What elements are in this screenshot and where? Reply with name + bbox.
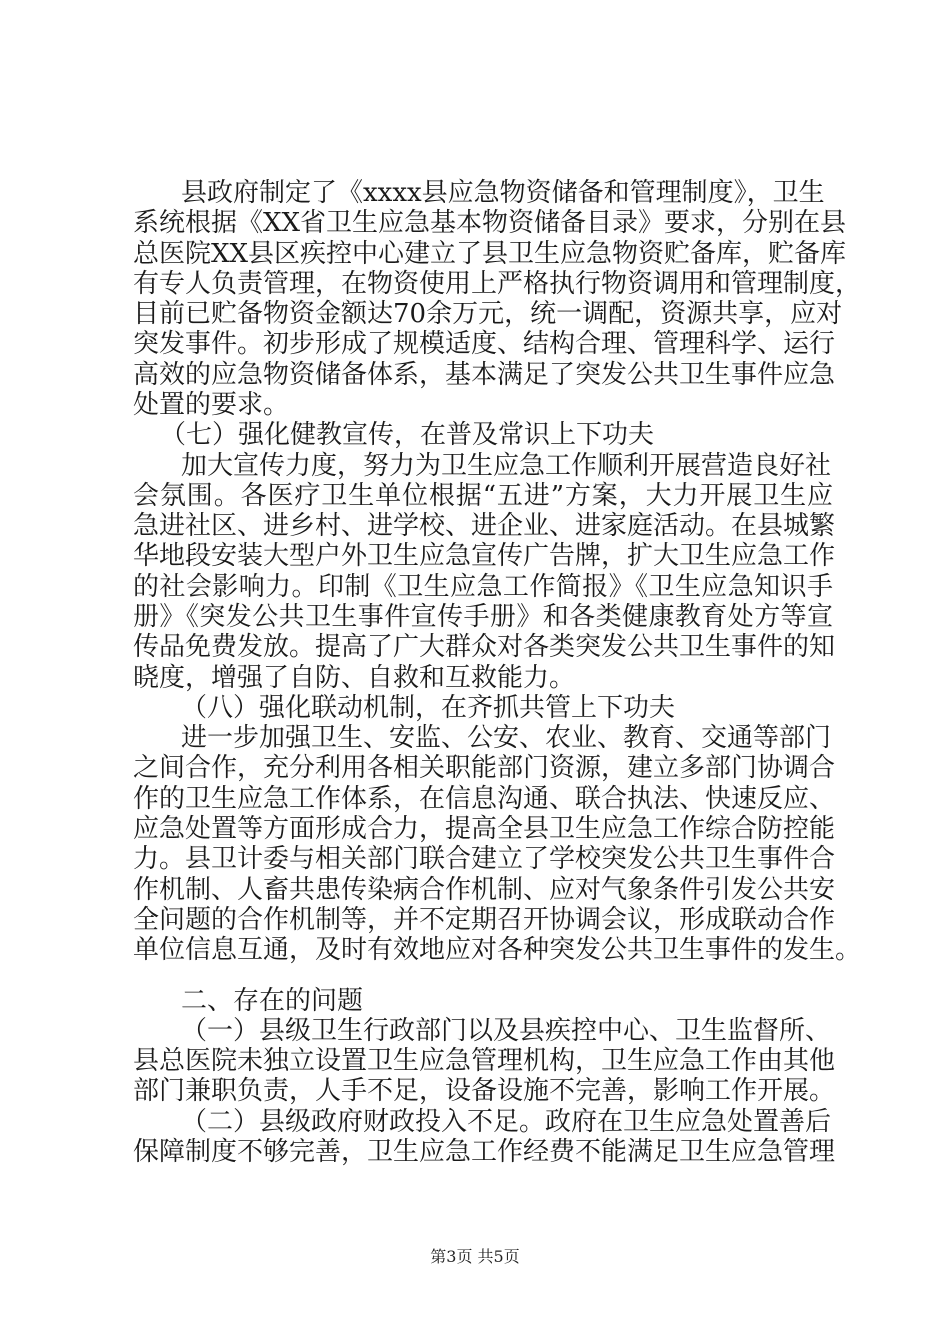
text-line: 会氛围。各医疗卫生单位根据“五进”方案，大力开展卫生应 <box>133 481 833 511</box>
text-line: 有专人负责管理，在物资使用上严格执行物资调用和管理制度， <box>133 269 862 299</box>
text-line: 晓度，增强了自防、自救和互救能力。 <box>133 663 576 693</box>
text-line: （二）县级政府财政投入不足。政府在卫生应急处置善后 <box>181 1107 832 1137</box>
text-line: 的社会影响力。印制《卫生应急工作简报》《卫生应急知识手 <box>133 572 833 602</box>
text-line: 处置的要求。 <box>133 390 290 420</box>
text-line: 加大宣传力度，努力为卫生应急工作顺利开展营造良好社 <box>181 451 832 481</box>
page-footer: 第3页 共5页 <box>430 1247 520 1266</box>
text-line: 系统根据《XX省卫生应急基本物资储备目录》要求，分别在县 <box>133 208 847 238</box>
text-line: 单位信息互通，及时有效地应对各种突发公共卫生事件的发生。 <box>133 935 862 965</box>
section-heading: （八）强化联动机制，在齐抓共管上下功夫 <box>181 693 676 723</box>
text-line: 册》《突发公共卫生事件宣传手册》和各类健康教育处方等宣 <box>133 602 833 632</box>
text-line: 县总医院未独立设置卫生应急管理机构，卫生应急工作由其他 <box>133 1046 836 1076</box>
text-line: 部门兼职负责，人手不足，设备设施不完善，影响工作开展。 <box>133 1076 836 1106</box>
text-line: 作的卫生应急工作体系，在信息沟通、联合执法、快速反应、 <box>133 784 836 814</box>
text-line: 总医院XX县区疾控中心建立了县卫生应急物资贮备库，贮备库 <box>133 239 847 269</box>
text-line: 急进社区、进乡村、进学校、进企业、进家庭活动。在县城繁 <box>133 511 836 541</box>
section-heading: 二、存在的问题 <box>181 986 364 1016</box>
text-line: （一）县级卫生行政部门以及县疾控中心、卫生监督所、 <box>181 1016 832 1046</box>
text-line: 目前已贮备物资金额达70余万元，统一调配，资源共享，应对 <box>133 299 843 329</box>
text-line: 进一步加强卫生、安监、公安、农业、教育、交通等部门 <box>181 723 832 753</box>
text-line: 全问题的合作机制等，并不定期召开协调会议，形成联动合作 <box>133 905 836 935</box>
text-line: 保障制度不够完善，卫生应急工作经费不能满足卫生应急管理 <box>133 1137 836 1167</box>
text-line: 县政府制定了《xxxx县应急物资储备和管理制度》，卫生 <box>181 178 825 208</box>
text-line: 突发事件。初步形成了规模适度、结构合理、管理科学、运行 <box>133 329 836 359</box>
text-line: 高效的应急物资储备体系，基本满足了突发公共卫生事件应急 <box>133 360 836 390</box>
text-line: 传品免费发放。提高了广大群众对各类突发公共卫生事件的知 <box>133 632 836 662</box>
text-line: 作机制、人畜共患传染病合作机制、应对气象条件引发公共安 <box>133 875 836 905</box>
text-line: 应急处置等方面形成合力，提高全县卫生应急工作综合防控能 <box>133 814 836 844</box>
text-line: 之间合作，充分利用各相关职能部门资源，建立多部门协调合 <box>133 753 836 783</box>
text-line: 力。县卫计委与相关部门联合建立了学校突发公共卫生事件合 <box>133 844 836 874</box>
section-heading: （七）强化健教宣传，在普及常识上下功夫 <box>160 420 655 450</box>
text-line: 华地段安装大型户外卫生应急宣传广告牌，扩大卫生应急工作 <box>133 541 836 571</box>
